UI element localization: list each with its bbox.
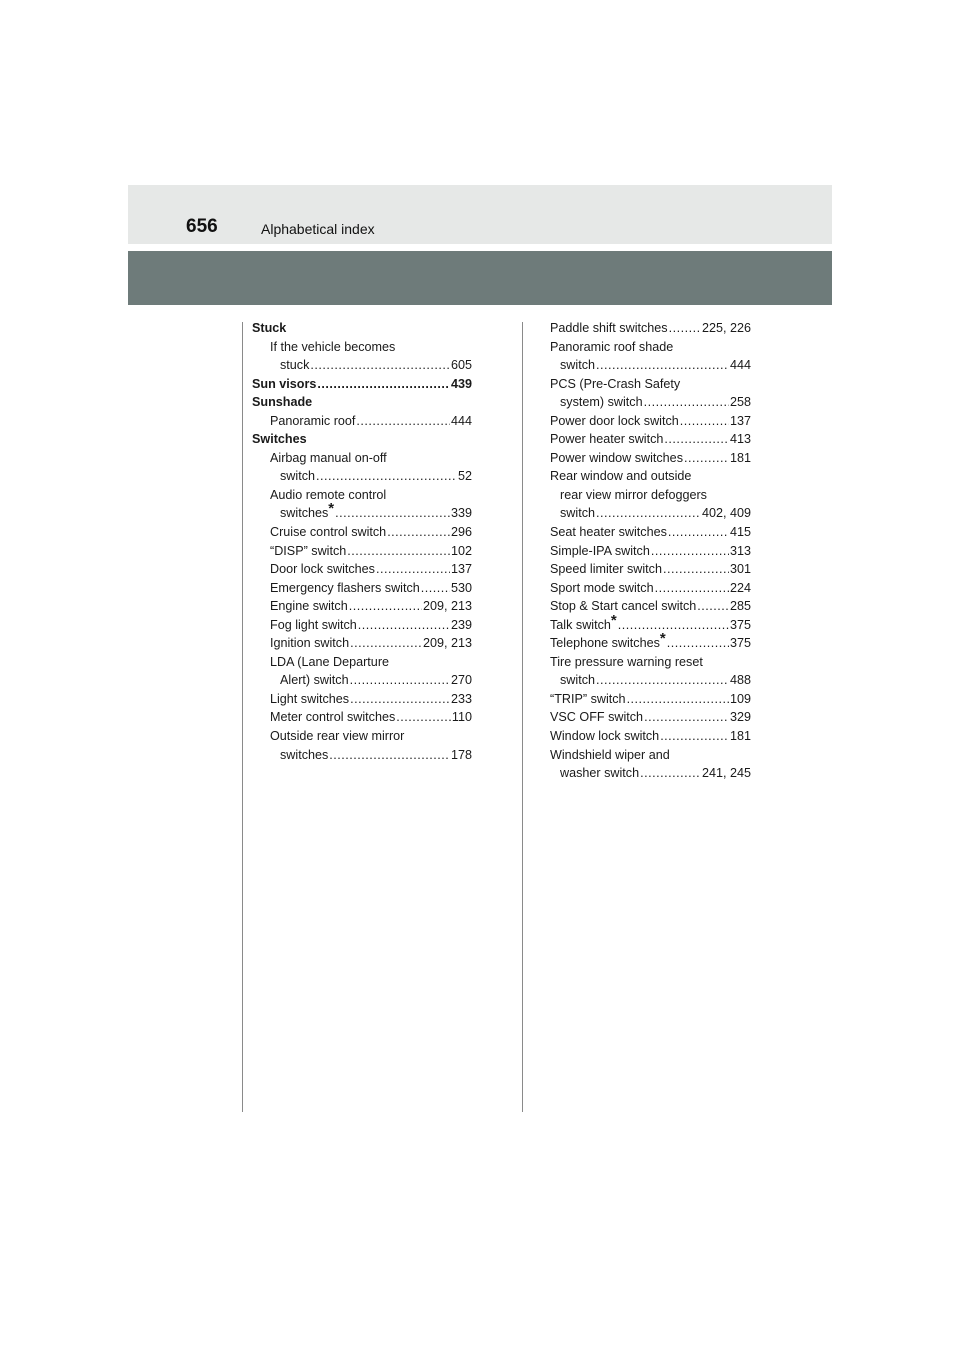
leader-dots	[680, 412, 729, 431]
page-ref: 313	[729, 543, 751, 558]
column-divider-left	[242, 322, 243, 1112]
leader-row	[270, 467, 472, 486]
entry-label: Panoramic roof	[270, 413, 356, 428]
leader-row	[550, 412, 751, 431]
leader-row	[550, 597, 751, 616]
index-heading	[252, 430, 472, 449]
leader-row	[270, 579, 472, 598]
leader-row	[270, 708, 472, 727]
leader-row	[550, 449, 751, 468]
entry-label: Sun visors	[252, 376, 317, 391]
index-entry	[550, 523, 751, 542]
entry-label: “TRIP” switch	[550, 691, 626, 706]
entry-label: Rear window and outside	[550, 469, 692, 484]
entry-label: Power door lock switch	[550, 413, 679, 428]
leader-dots	[347, 542, 450, 561]
entry-label: switches*	[280, 500, 335, 521]
index-entry	[550, 630, 751, 653]
entry-label: Telephone switches*	[550, 630, 666, 651]
entry-label: switch	[280, 469, 315, 484]
leader-row	[550, 671, 751, 690]
index-entry	[550, 708, 751, 727]
page-ref: 239	[450, 617, 472, 632]
leader-dots	[655, 579, 729, 598]
leader-dots	[596, 671, 729, 690]
entry-label: Audio remote control	[270, 487, 387, 502]
leader-dots	[387, 523, 450, 542]
entry-label: switch	[560, 673, 595, 688]
index-entry	[550, 449, 751, 468]
leader-row	[550, 630, 751, 653]
leader-dots	[684, 449, 729, 468]
page-ref: 296	[450, 525, 472, 540]
index-entry	[550, 412, 751, 431]
leader-dots	[358, 616, 450, 635]
leader-row	[270, 671, 472, 690]
entry-label: system) switch	[560, 395, 643, 410]
entry-label: rear view mirror defoggers	[560, 487, 707, 502]
page-ref: 375	[729, 636, 751, 651]
leader-dots	[660, 727, 729, 746]
page-ref: 375	[729, 617, 751, 632]
page-ref: 209, 213	[422, 636, 472, 651]
leader-dots	[596, 356, 729, 375]
page-ref: 102	[450, 543, 472, 558]
leader-row	[550, 764, 751, 783]
entry-label: Fog light switch	[270, 617, 357, 632]
leader-dots	[396, 708, 451, 727]
leader-row	[550, 579, 751, 598]
header-accent-bar	[128, 251, 832, 305]
entry-label: If the vehicle becomes	[270, 339, 396, 354]
leader-dots	[350, 690, 450, 709]
entry-label: Windshield wiper and	[550, 747, 670, 762]
entry-label: Emergency flashers switch	[270, 580, 420, 595]
leader-row	[550, 356, 751, 375]
index-entry	[252, 634, 472, 653]
leader-dots	[664, 430, 729, 449]
leader-dots	[350, 634, 422, 653]
header-band	[128, 185, 832, 244]
leader-dots	[317, 375, 450, 394]
leader-dots	[356, 412, 450, 431]
index-entry	[550, 560, 751, 579]
leader-dots	[349, 597, 422, 616]
index-entry	[252, 616, 472, 635]
leader-dots	[697, 597, 729, 616]
page-ref: 339	[450, 506, 472, 521]
index-entry	[252, 542, 472, 561]
index-entry	[550, 338, 751, 375]
index-entry	[252, 597, 472, 616]
page-ref: 444	[729, 358, 751, 373]
leader-dots	[669, 319, 701, 338]
entry-label: Panoramic roof shade	[550, 339, 674, 354]
entry-label: switch	[560, 358, 595, 373]
entry-label: Stuck	[252, 321, 287, 335]
leader-dots	[421, 579, 450, 598]
entry-label: Paddle shift switches	[550, 321, 668, 335]
leader-dots	[640, 764, 701, 783]
footnote-star-icon: *	[328, 500, 335, 518]
entry-label: switches	[280, 747, 329, 762]
index-entry	[550, 611, 751, 635]
index-entry	[550, 579, 751, 598]
page-ref: 413	[729, 432, 751, 447]
index-entry	[550, 746, 751, 783]
index-entry	[550, 542, 751, 561]
entry-label: Talk switch*	[550, 611, 617, 632]
page-ref: 402, 409	[701, 506, 751, 521]
index-entry	[550, 727, 751, 746]
index-column-left	[252, 319, 472, 764]
entry-label: Engine switch	[270, 599, 348, 614]
leader-row	[550, 319, 751, 338]
entry-label: PCS (Pre-Crash Safety	[550, 376, 681, 391]
index-entry	[252, 708, 472, 727]
page-ref: 110	[451, 710, 472, 725]
index-entry	[252, 412, 472, 431]
index-entry	[550, 375, 751, 412]
index-entry	[550, 430, 751, 449]
page-ref: 258	[729, 395, 751, 410]
page-ref: 605	[450, 358, 472, 373]
leader-row	[550, 560, 751, 579]
leader-dots	[668, 523, 729, 542]
footnote-star-icon: *	[610, 611, 617, 629]
leader-row	[270, 356, 472, 375]
column-divider-right	[522, 322, 523, 1112]
page-ref: 488	[729, 673, 751, 688]
index-entry	[252, 579, 472, 598]
index-entry	[252, 653, 472, 690]
entry-label: Sunshade	[252, 395, 313, 410]
entry-label: LDA (Lane Departure	[270, 654, 390, 669]
leader-row	[270, 616, 472, 635]
page-ref: 444	[450, 413, 472, 428]
leader-row	[550, 708, 751, 727]
index-entry	[550, 319, 751, 338]
entry-label: Door lock switches	[270, 562, 375, 577]
index-entry	[252, 727, 472, 764]
leader-dots	[329, 746, 450, 765]
entry-label: Airbag manual on-off	[270, 450, 387, 465]
page-ref: 301	[729, 562, 751, 577]
footnote-star-icon: *	[659, 630, 666, 648]
entry-label: Window lock switch	[550, 729, 660, 744]
entry-label: Switches	[252, 432, 307, 447]
entry-label: Ignition switch	[270, 636, 350, 651]
entry-label: VSC OFF switch	[550, 710, 644, 725]
page-ref: 109	[729, 691, 751, 706]
leader-row	[550, 393, 751, 412]
leader-row	[270, 412, 472, 431]
leader-dots	[310, 356, 450, 375]
page-ref: 285	[729, 599, 751, 614]
entry-label: washer switch	[560, 766, 640, 781]
index-entry	[550, 597, 751, 616]
leader-row	[550, 504, 751, 523]
leader-row	[270, 690, 472, 709]
page-ref: 530	[450, 580, 472, 595]
entry-label: Stop & Start cancel switch	[550, 599, 697, 614]
leader-row	[252, 375, 472, 394]
index-entry	[252, 486, 472, 523]
leader-row	[270, 560, 472, 579]
entry-label: stuck	[280, 358, 310, 373]
leader-dots	[651, 542, 729, 561]
entry-label: Light switches	[270, 691, 350, 706]
page-ref: 233	[450, 691, 472, 706]
entry-label: Power heater switch	[550, 432, 664, 447]
page-ref: 439	[450, 376, 472, 391]
page-ref: 181	[729, 729, 751, 744]
page-ref: 224	[729, 580, 751, 595]
page-ref: 181	[729, 450, 751, 465]
leader-dots	[663, 560, 729, 579]
page-ref: 415	[729, 525, 751, 540]
page-ref: 241, 245	[701, 766, 751, 781]
entry-label: Outside rear view mirror	[270, 729, 405, 744]
leader-row	[550, 542, 751, 561]
leader-row	[550, 611, 751, 635]
index-heading	[252, 375, 472, 394]
page-ref: 52	[457, 469, 472, 484]
leader-dots	[618, 616, 729, 635]
index-entry	[252, 690, 472, 709]
entry-label: Sport mode switch	[550, 580, 654, 595]
index-entry	[252, 449, 472, 486]
entry-label: Alert) switch	[280, 673, 349, 688]
leader-row	[550, 523, 751, 542]
page-ref: 270	[450, 673, 472, 688]
leader-row	[550, 690, 751, 709]
entry-label: Cruise control switch	[270, 525, 387, 540]
leader-row	[270, 523, 472, 542]
index-entry	[550, 690, 751, 709]
leader-dots	[335, 504, 450, 523]
entry-label: Power window switches	[550, 450, 683, 465]
leader-row	[270, 500, 472, 523]
index-entry	[252, 338, 472, 375]
index-entry	[252, 523, 472, 542]
leader-dots	[350, 671, 450, 690]
index-heading	[252, 393, 472, 412]
page-ref: 329	[729, 710, 751, 725]
index-column-right	[550, 319, 751, 783]
section-title: Alphabetical index	[261, 221, 375, 237]
page-ref: 137	[450, 562, 472, 577]
entry-label: “DISP” switch	[270, 543, 347, 558]
page-ref: 178	[450, 747, 472, 762]
leader-dots	[376, 560, 450, 579]
leader-row	[550, 727, 751, 746]
page-ref: 209, 213	[422, 599, 472, 614]
page-ref: 225, 226	[701, 321, 751, 335]
leader-dots	[644, 708, 729, 727]
leader-dots	[316, 467, 457, 486]
leader-row	[270, 746, 472, 765]
leader-row	[270, 634, 472, 653]
index-entry	[550, 653, 751, 690]
leader-dots	[596, 504, 701, 523]
leader-row	[550, 430, 751, 449]
index-entry	[252, 560, 472, 579]
index-heading	[252, 319, 472, 338]
entry-label: Speed limiter switch	[550, 562, 662, 577]
leader-dots	[644, 393, 729, 412]
entry-label: Tire pressure warning reset	[550, 654, 703, 669]
page-ref: 137	[729, 413, 751, 428]
leader-dots	[627, 690, 729, 709]
entry-label: switch	[560, 506, 595, 521]
leader-dots	[667, 634, 729, 653]
page-number: 656	[186, 216, 218, 237]
entry-label: Simple-IPA switch	[550, 543, 650, 558]
entry-label: Meter control switches	[270, 710, 396, 725]
entry-label: Seat heater switches	[550, 525, 667, 540]
leader-row	[270, 597, 472, 616]
index-entry	[550, 467, 751, 523]
leader-row	[270, 542, 472, 561]
